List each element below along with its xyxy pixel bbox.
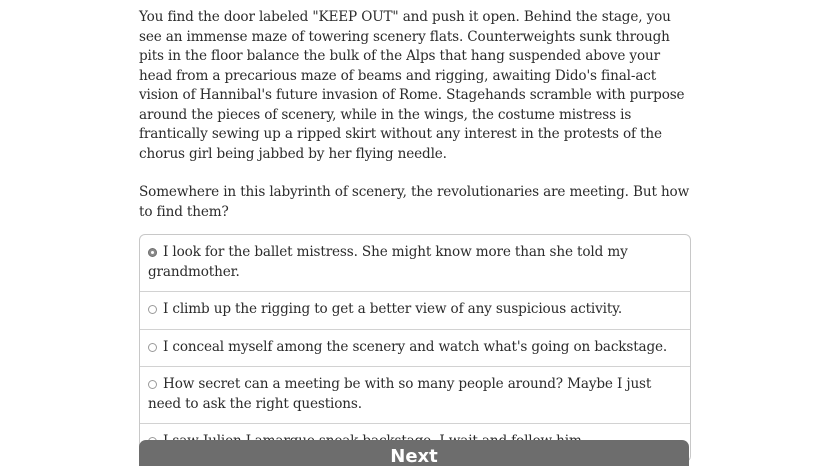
- choice-climb-rigging[interactable]: [140, 292, 690, 330]
- choice-label: I look for the ballet mistress. She might know more than she told my grandmother.: [148, 244, 628, 280]
- radio-icon[interactable]: [148, 343, 157, 352]
- choice-label: I climb up the rigging to get a better view of any suspicious activity.: [163, 301, 623, 317]
- choice-ballet-mistress[interactable]: [140, 235, 690, 292]
- choice-label: How secret can a meeting be with so many people around? Maybe I just need to ask the right questions.: [148, 376, 652, 412]
- story-question: Somewhere in this labyrinth of scenery, the revolutionaries are meeting. But how to find them?: [139, 184, 690, 220]
- radio-icon[interactable]: [148, 380, 157, 389]
- radio-selected-icon[interactable]: [148, 248, 157, 257]
- choice-ask-questions[interactable]: [140, 367, 690, 424]
- radio-icon[interactable]: [148, 305, 157, 314]
- story-paragraph: You find the door labeled "KEEP OUT" and push it open. Behind the stage, you see an immense maze of towering scenery flats. Counterweights sunk through pits in the floor balance the bulk of the Alps that hang suspended above your head from a precarious maze of beams and rigging, awaiting Dido's final-act vision of Hannibal's future invasion of Rome. Stagehands scramble with purpose around the pieces of scenery, while in the wings, the costume mistress is frantically sewing up a ripped skirt without any interest in the protests of the chorus girl being jabbed by her flying needle.: [139, 9, 685, 162]
- choice-list: [139, 234, 691, 462]
- story-text: [139, 8, 691, 222]
- choice-conceal-scenery[interactable]: [140, 330, 690, 368]
- next-button[interactable]: Next: [139, 440, 689, 466]
- game-content: [139, 8, 691, 462]
- choice-label: I conceal myself among the scenery and watch what's going on backstage.: [163, 338, 668, 355]
